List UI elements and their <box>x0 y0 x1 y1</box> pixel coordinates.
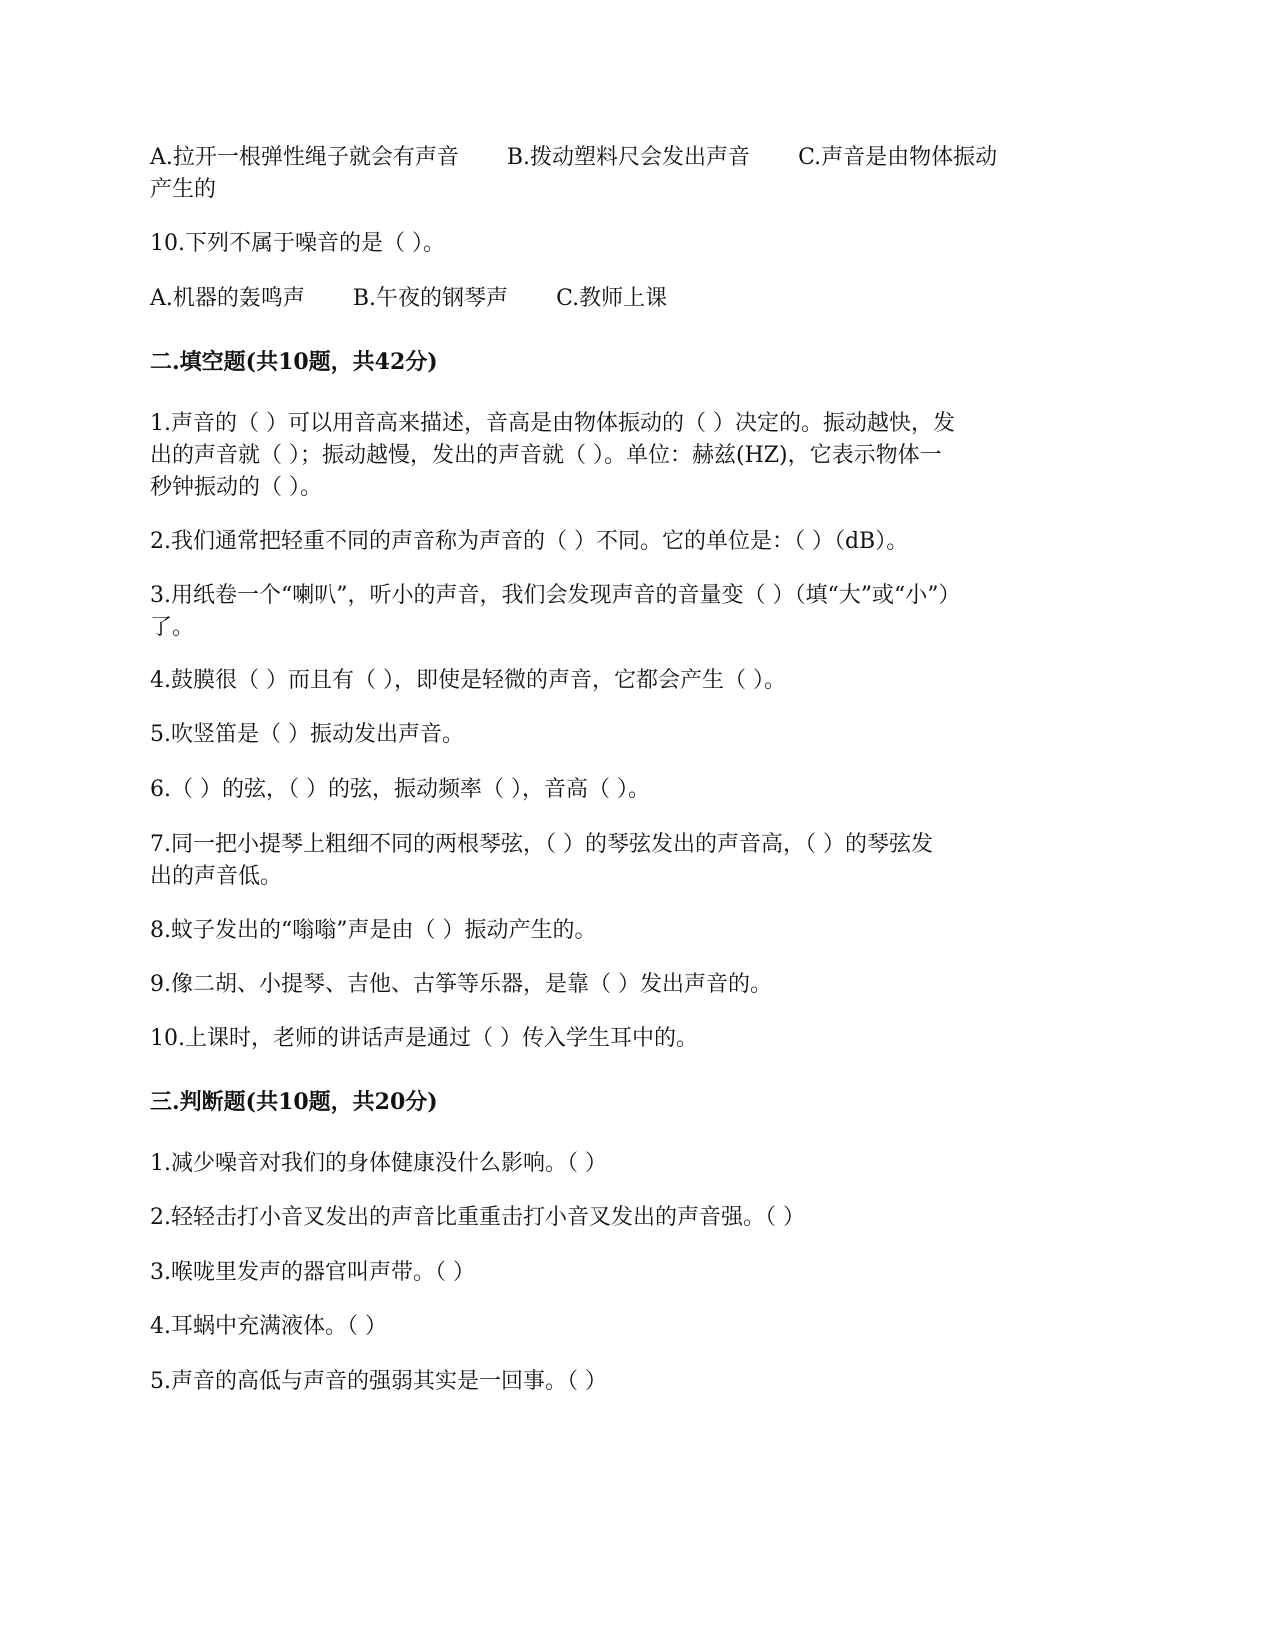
fill-q10: 10.上课时，老师的讲话声是通过（ ）传入学生耳中的。 <box>150 1026 698 1051</box>
judge-item-4: 4.耳蜗中充满液体。（ ） <box>150 1314 387 1339</box>
q9-option-c: C.声音是由物体振动 <box>798 145 998 170</box>
fill-q7-line1: 7.同一把小提琴上粗细不同的两根琴弦，（ ）的琴弦发出的声音高，（ ）的琴弦发 <box>150 832 933 857</box>
section2-heading: 二.填空题(共10题，共42分) <box>150 349 438 375</box>
fill-q5: 5.吹竖笛是（ ）振动发出声音。 <box>150 722 464 747</box>
fill-q1-line2: 出的声音就（ ）；振动越慢，发出的声音就（ ）。单位：赫兹(HZ)，它表示物体一 <box>150 443 942 468</box>
q10-options-row <box>150 283 667 315</box>
q9-option-a: A.拉开一根弹性绳子就会有声音 <box>150 145 459 170</box>
fill-q6: 6.（ ）的弦，（ ）的弦，振动频率（ ），音高（ ）。 <box>150 777 650 802</box>
q9-options-row <box>150 142 997 174</box>
fill-q3-line2: 了。 <box>150 615 195 640</box>
fill-q9: 9.像二胡、小提琴、吉他、古筝等乐器，是靠（ ）发出声音的。 <box>150 972 772 997</box>
q9-option-b: B.拨动塑料尺会发出声音 <box>506 145 751 170</box>
fill-q3-line1: 3.用纸卷一个“喇叭”，听小的声音，我们会发现声音的音量变（ ）（填“大”或“小”） <box>150 583 961 608</box>
q9-option-c-continuation: 产生的 <box>150 177 217 202</box>
judge-item-3: 3.喉咙里发声的器官叫声带。（ ） <box>150 1260 475 1285</box>
q10-option-c: C.教师上课 <box>556 286 668 311</box>
judge-item-2: 2.轻轻击打小音叉发出的声音比重重击打小音叉发出的声音强。（ ） <box>150 1205 805 1230</box>
fill-q7-line2: 出的声音低。 <box>150 864 283 889</box>
q10-stem: 10.下列不属于噪音的是（ ）。 <box>150 231 445 256</box>
judge-item-1: 1.减少噪音对我们的身体健康没什么影响。（ ） <box>150 1151 607 1176</box>
section3-heading: 三.判断题(共10题，共20分) <box>150 1089 438 1115</box>
judge-item-5: 5.声音的高低与声音的强弱其实是一回事。（ ） <box>150 1369 607 1394</box>
q10-option-b: B.午夜的钢琴声 <box>352 286 509 311</box>
fill-q8: 8.蚊子发出的“嗡嗡”声是由（ ）振动产生的。 <box>150 918 597 943</box>
fill-q2: 2.我们通常把轻重不同的声音称为声音的（ ）不同。它的单位是：（ ）（dB）。 <box>150 529 909 554</box>
fill-q1-line3: 秒钟振动的（ ）。 <box>150 475 322 500</box>
q10-option-a: A.机器的轰鸣声 <box>150 286 305 311</box>
fill-q4: 4.鼓膜很（ ）而且有（ ），即使是轻微的声音，它都会产生（ ）。 <box>150 668 786 693</box>
fill-q1-line1: 1.声音的（ ）可以用音高来描述，音高是由物体振动的（ ）决定的。振动越快，发 <box>150 411 955 436</box>
